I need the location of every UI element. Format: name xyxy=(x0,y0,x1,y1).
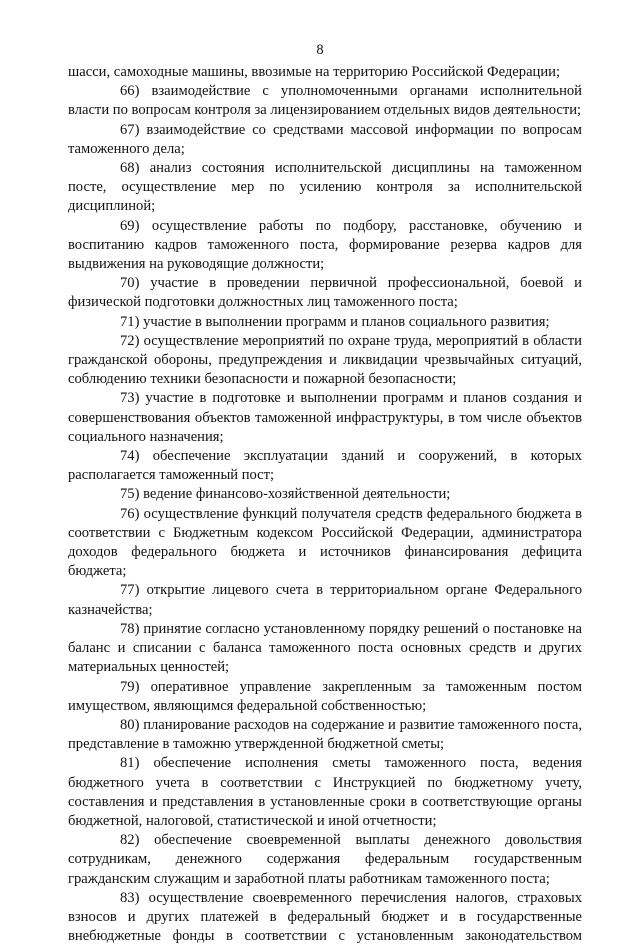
paragraph-continuation: шасси, самоходные машины, ввозимые на территорию Российской Федерации; xyxy=(68,64,561,80)
paragraph-item-83: 83) осуществление своевременного перечисления налогов, страховых взносов и других платежей в федеральный бюджет и в государственные внебюджетные фонды в соответствии с установленным законодательством xyxy=(68,889,582,945)
paragraph-item-79: 79) оперативное управление закрепленным за таможенным постом имуществом, являющимся федеральной собственностью; xyxy=(68,678,582,714)
paragraph-item-73: 73) участие в подготовке и выполнении программ и планов создания и совершенствования объектов таможенной инфраструктуры, в том числе объектов социального назначения; xyxy=(68,390,582,445)
paragraph-item-71: 71) участие в выполнении программ и планов социального развития; xyxy=(120,313,550,330)
paragraph-item-81: 81) обеспечение исполнения сметы таможенного поста, ведения бюджетного учета в соответствии с Инструкцией по бюджетному учету, составления и представления в установленные сроки в соответствующие органы бюджетной, налоговой, статистической и иной отчетности; xyxy=(68,755,582,829)
paragraph-item-80: 80) планирование расходов на содержание и развитие таможенного поста, представление в таможню утвержденной бюджетной сметы; xyxy=(68,716,582,753)
paragraph-item-68: 68) анализ состояния исполнительской дисциплины на таможенном посте, осуществление мер по усилению контроля за исполнительской дисциплиной; xyxy=(68,160,582,215)
document-body xyxy=(68,63,582,946)
paragraph-item-72: 72) осуществление мероприятий по охране труда, мероприятий в области гражданской обороны, предупреждения и ликвидации чрезвычайных ситуаций, соблюдению техники безопасности и пожарной безопасности; xyxy=(68,332,582,388)
paragraph-item-76: 76) осуществление функций получателя средств федерального бюджета в соответствии с Бюджетным кодексом Российской Федерации, администратора доходов федерального бюджета и источников финансирования дефицита бюджета; xyxy=(68,505,582,580)
paragraph-item-67: 67) взаимодействие со средствами массовой информации по вопросам таможенного дела; xyxy=(68,121,582,157)
paragraph-item-70: 70) участие в проведении первичной профессиональной, боевой и физической подготовки должностных лиц таможенного поста; xyxy=(68,275,582,311)
paragraph-item-82: 82) обеспечение своевременной выплаты денежного довольствия сотрудникам, денежного содержания федеральным государственным гражданским служащим и заработной платы работникам таможенного поста; xyxy=(68,832,582,887)
page-number: 8 xyxy=(316,42,324,58)
paragraph-item-78: 78) принятие согласно установленному порядку решений о постановке на баланс и списании с баланса таможенного поста основных средств и других материальных ценностей; xyxy=(68,620,582,676)
paragraph-item-69: 69) осуществление работы по подбору, расстановке, обучению и воспитанию кадров таможенного поста, формирование резерва кадров для выдвижения на руководящие должности; xyxy=(68,217,582,273)
paragraph-item-74: 74) обеспечение эксплуатации зданий и сооружений, в которых располагается таможенный пост; xyxy=(68,448,582,484)
paragraph-item-75: 75) ведение финансово-хозяйственной деятельности; xyxy=(120,486,451,503)
paragraph-item-77: 77) открытие лицевого счета в территориальном органе Федерального казначейства; xyxy=(68,582,582,618)
paragraph-item-66: 66) взаимодействие с уполномоченными органами исполнительной власти по вопросам контроля за лицензированием отдельных видов деятельности; xyxy=(68,83,582,119)
